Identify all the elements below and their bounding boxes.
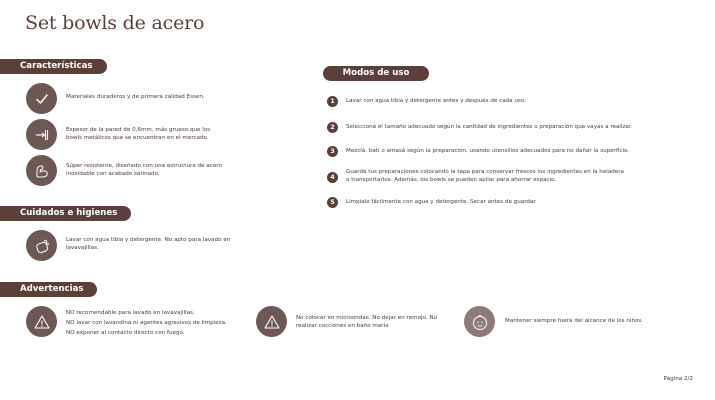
sponge-icon [26, 230, 57, 261]
warning-icon [26, 306, 57, 337]
cuidados-text: Lavar con agua tibia y detergente. No apto para lavado en lavavajillas. [66, 237, 231, 251]
page-title: Set bowls de acero [25, 12, 205, 34]
warning-icon [256, 306, 287, 337]
step-number-3: 3 [327, 146, 338, 157]
step-text-3: Mezclá, batí o amasá según la preparación, usando utensilios adecuados para no dañar la superficie. [346, 148, 630, 154]
strong-arm-icon [26, 155, 57, 186]
step-number-2: 2 [327, 122, 338, 133]
advertencia-text-2: No colocar en microondas. No dejar en remojo. No realizar cocciones en baño maría [296, 315, 438, 329]
section-header-caracteristicas: Características [0, 59, 107, 74]
caracteristica-text-2: Espesor de la pared de 0,6mm, más grueso que los bowls metálicos que se encuentran en el mercado. [66, 127, 211, 141]
advertencia-text-1: NO recomendable para lavado en lavavajillas. NO lavar con lavandina ni agentes agresivos de limpieza. NO exponer al contacto directo con fuego. [66, 310, 227, 336]
caracteristica-text-3: Súper resistente, diseñado con una estructura de acero inoxidable con acabado satinado. [66, 163, 222, 177]
baby-face-icon [464, 306, 495, 337]
step-text-1: Lavar con agua tibia y detergente antes y después de cada uso. [346, 98, 526, 104]
step-text-2: Seleccioná el tamaño adecuado según la cantidad de ingredientes o preparación que vayas a realizar. [346, 124, 633, 130]
step-text-4: Guardá tus preparaciones colocando la tapa para conservar frescos los ingredientes en la heladera o transportarlos. Además, los bowls se pueden apilar para ahorrar espacio. [346, 169, 624, 183]
step-number-5: 5 [327, 197, 338, 208]
caracteristica-text-1: Materiales duraderos y de primera calidad Essen. [66, 94, 205, 100]
section-header-cuidados: Cuidados e higienes [0, 206, 131, 221]
check-icon [26, 83, 57, 114]
step-number-1: 1 [327, 96, 338, 107]
section-header-advertencias: Advertencias [0, 282, 97, 297]
wall-thickness-icon [26, 119, 57, 150]
page-number: Página 2/2 [663, 376, 693, 382]
section-header-modos-de-uso: Modos de uso [323, 66, 429, 81]
step-number-4: 4 [327, 172, 338, 183]
step-text-5: Limpialo fácilmente con agua y detergente. Secar antes de guardar. [346, 199, 537, 205]
advertencia-text-3: Mantener siempre fuera del alcance de los niños. [505, 318, 644, 324]
